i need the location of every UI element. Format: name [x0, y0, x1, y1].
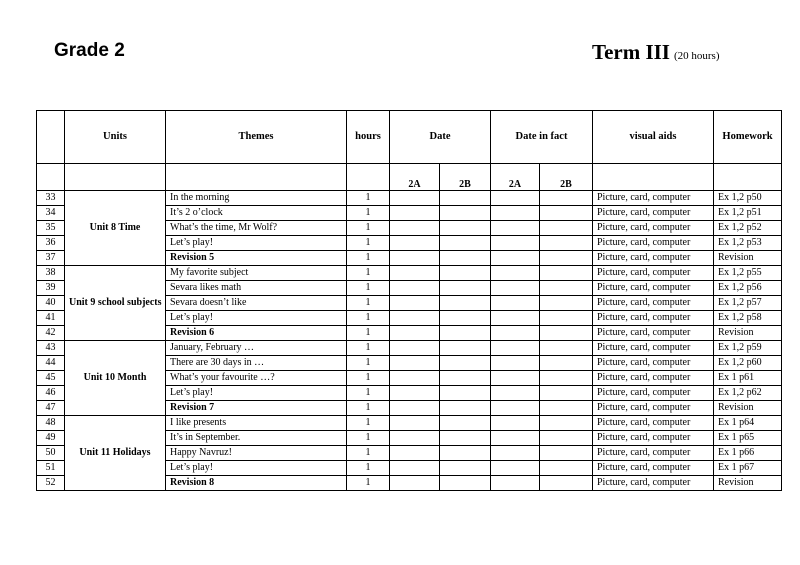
subheader-date-2b: 2B	[440, 164, 491, 191]
visual-aids-cell: Picture, card, computer	[593, 371, 714, 386]
hours-cell: 1	[347, 281, 390, 296]
date-2b-cell	[440, 416, 491, 431]
visual-aids-cell: Picture, card, computer	[593, 296, 714, 311]
visual-aids-cell: Picture, card, computer	[593, 326, 714, 341]
date-2b-cell	[440, 461, 491, 476]
visual-aids-cell: Picture, card, computer	[593, 191, 714, 206]
date-2b-cell	[440, 326, 491, 341]
header-units: Units	[65, 111, 166, 164]
fact-2b-cell	[540, 326, 593, 341]
homework-cell: Ex 1 p65	[714, 431, 782, 446]
lesson-number: 51	[37, 461, 65, 476]
homework-cell: Ex 1 p61	[714, 371, 782, 386]
theme-cell: Let’s play!	[166, 236, 347, 251]
date-2a-cell	[390, 431, 440, 446]
date-2a-cell	[390, 281, 440, 296]
lesson-number: 33	[37, 191, 65, 206]
fact-2b-cell	[540, 221, 593, 236]
fact-2b-cell	[540, 356, 593, 371]
table-body	[37, 191, 782, 491]
lesson-number: 44	[37, 356, 65, 371]
fact-2b-cell	[540, 266, 593, 281]
date-2b-cell	[440, 341, 491, 356]
fact-2a-cell	[491, 431, 540, 446]
fact-2a-cell	[491, 386, 540, 401]
unit-name: Unit 10 Month	[65, 341, 166, 416]
homework-cell: Revision	[714, 401, 782, 416]
fact-2b-cell	[540, 386, 593, 401]
fact-2b-cell	[540, 401, 593, 416]
grade-title: Grade 2	[54, 40, 125, 61]
lesson-number: 52	[37, 476, 65, 491]
visual-aids-cell: Picture, card, computer	[593, 446, 714, 461]
lesson-number: 38	[37, 266, 65, 281]
lesson-number: 45	[37, 371, 65, 386]
date-2a-cell	[390, 341, 440, 356]
theme-cell: Revision 7	[166, 401, 347, 416]
visual-aids-cell: Picture, card, computer	[593, 281, 714, 296]
theme-cell: I like presents	[166, 416, 347, 431]
date-2a-cell	[390, 311, 440, 326]
fact-2a-cell	[491, 356, 540, 371]
fact-2b-cell	[540, 476, 593, 491]
visual-aids-cell: Picture, card, computer	[593, 251, 714, 266]
fact-2a-cell	[491, 326, 540, 341]
date-2b-cell	[440, 311, 491, 326]
theme-cell: Let’s play!	[166, 386, 347, 401]
fact-2a-cell	[491, 416, 540, 431]
hours-cell: 1	[347, 311, 390, 326]
theme-cell: Happy Navruz!	[166, 446, 347, 461]
homework-cell: Ex 1,2 p60	[714, 356, 782, 371]
header-date-in-fact: Date in fact	[491, 111, 593, 164]
subheader-fact-2b: 2B	[540, 164, 593, 191]
subheader-row	[37, 164, 782, 191]
homework-cell: Ex 1,2 p50	[714, 191, 782, 206]
date-2b-cell	[440, 446, 491, 461]
fact-2b-cell	[540, 191, 593, 206]
hours-cell: 1	[347, 326, 390, 341]
date-2b-cell	[440, 371, 491, 386]
hours-cell: 1	[347, 236, 390, 251]
visual-aids-cell: Picture, card, computer	[593, 431, 714, 446]
theme-cell: What’s the time, Mr Wolf?	[166, 221, 347, 236]
theme-cell: January, February …	[166, 341, 347, 356]
hours-cell: 1	[347, 431, 390, 446]
theme-cell: Let’s play!	[166, 311, 347, 326]
fact-2a-cell	[491, 371, 540, 386]
fact-2b-cell	[540, 371, 593, 386]
lesson-number: 47	[37, 401, 65, 416]
visual-aids-cell: Picture, card, computer	[593, 416, 714, 431]
theme-cell: My favorite subject	[166, 266, 347, 281]
date-2a-cell	[390, 251, 440, 266]
date-2a-cell	[390, 356, 440, 371]
date-2b-cell	[440, 266, 491, 281]
date-2a-cell	[390, 206, 440, 221]
hours-cell: 1	[347, 341, 390, 356]
homework-cell: Ex 1 p66	[714, 446, 782, 461]
hours-cell: 1	[347, 401, 390, 416]
fact-2b-cell	[540, 206, 593, 221]
visual-aids-cell: Picture, card, computer	[593, 461, 714, 476]
visual-aids-cell: Picture, card, computer	[593, 386, 714, 401]
date-2a-cell	[390, 326, 440, 341]
homework-cell: Ex 1,2 p59	[714, 341, 782, 356]
fact-2b-cell	[540, 431, 593, 446]
hours-cell: 1	[347, 266, 390, 281]
hours-cell: 1	[347, 446, 390, 461]
visual-aids-cell: Picture, card, computer	[593, 341, 714, 356]
theme-cell: In the morning	[166, 191, 347, 206]
date-2b-cell	[440, 386, 491, 401]
homework-cell: Revision	[714, 476, 782, 491]
header-visual-aids: visual aids	[593, 111, 714, 164]
lesson-number: 40	[37, 296, 65, 311]
header-date: Date	[390, 111, 491, 164]
fact-2a-cell	[491, 476, 540, 491]
fact-2a-cell	[491, 191, 540, 206]
theme-cell: Revision 8	[166, 476, 347, 491]
homework-cell: Revision	[714, 251, 782, 266]
visual-aids-cell: Picture, card, computer	[593, 476, 714, 491]
lesson-number: 35	[37, 221, 65, 236]
header-themes: Themes	[166, 111, 347, 164]
table-row	[37, 416, 782, 431]
theme-cell: Let’s play!	[166, 461, 347, 476]
date-2b-cell	[440, 206, 491, 221]
header-row	[37, 111, 782, 164]
date-2a-cell	[390, 476, 440, 491]
date-2b-cell	[440, 401, 491, 416]
date-2a-cell	[390, 221, 440, 236]
date-2a-cell	[390, 416, 440, 431]
lesson-plan-table	[36, 110, 782, 491]
header-number	[37, 111, 65, 164]
date-2a-cell	[390, 401, 440, 416]
date-2b-cell	[440, 431, 491, 446]
homework-cell: Ex 1,2 p55	[714, 266, 782, 281]
date-2a-cell	[390, 191, 440, 206]
table-row	[37, 191, 782, 206]
date-2b-cell	[440, 356, 491, 371]
date-2b-cell	[440, 296, 491, 311]
visual-aids-cell: Picture, card, computer	[593, 311, 714, 326]
hours-cell: 1	[347, 251, 390, 266]
homework-cell: Ex 1,2 p62	[714, 386, 782, 401]
fact-2a-cell	[491, 206, 540, 221]
homework-cell: Revision	[714, 326, 782, 341]
date-2a-cell	[390, 371, 440, 386]
fact-2b-cell	[540, 461, 593, 476]
date-2a-cell	[390, 461, 440, 476]
term-title	[592, 40, 720, 65]
term-label: Term III	[592, 40, 670, 64]
fact-2b-cell	[540, 296, 593, 311]
fact-2a-cell	[491, 251, 540, 266]
table-row	[37, 266, 782, 281]
fact-2b-cell	[540, 341, 593, 356]
fact-2a-cell	[491, 296, 540, 311]
theme-cell: There are 30 days in …	[166, 356, 347, 371]
visual-aids-cell: Picture, card, computer	[593, 236, 714, 251]
theme-cell: Sevara doesn’t like	[166, 296, 347, 311]
fact-2a-cell	[491, 281, 540, 296]
fact-2a-cell	[491, 446, 540, 461]
header-homework: Homework	[714, 111, 782, 164]
lesson-number: 48	[37, 416, 65, 431]
lesson-number: 37	[37, 251, 65, 266]
hours-cell: 1	[347, 476, 390, 491]
fact-2a-cell	[491, 401, 540, 416]
homework-cell: Ex 1,2 p53	[714, 236, 782, 251]
date-2a-cell	[390, 236, 440, 251]
date-2b-cell	[440, 191, 491, 206]
lesson-number: 46	[37, 386, 65, 401]
homework-cell: Ex 1 p67	[714, 461, 782, 476]
fact-2b-cell	[540, 416, 593, 431]
lesson-number: 34	[37, 206, 65, 221]
hours-cell: 1	[347, 206, 390, 221]
theme-cell: Sevara likes math	[166, 281, 347, 296]
date-2b-cell	[440, 236, 491, 251]
homework-cell: Ex 1,2 p56	[714, 281, 782, 296]
homework-cell: Ex 1 p64	[714, 416, 782, 431]
fact-2b-cell	[540, 446, 593, 461]
table-row	[37, 341, 782, 356]
fact-2b-cell	[540, 281, 593, 296]
unit-name: Unit 9 school subjects	[65, 266, 166, 341]
fact-2a-cell	[491, 221, 540, 236]
visual-aids-cell: Picture, card, computer	[593, 401, 714, 416]
homework-cell: Ex 1,2 p52	[714, 221, 782, 236]
fact-2a-cell	[491, 236, 540, 251]
theme-cell: It’s 2 o’clock	[166, 206, 347, 221]
lesson-number: 36	[37, 236, 65, 251]
visual-aids-cell: Picture, card, computer	[593, 206, 714, 221]
date-2a-cell	[390, 386, 440, 401]
hours-cell: 1	[347, 416, 390, 431]
visual-aids-cell: Picture, card, computer	[593, 221, 714, 236]
date-2b-cell	[440, 251, 491, 266]
theme-cell: Revision 6	[166, 326, 347, 341]
hours-cell: 1	[347, 461, 390, 476]
fact-2a-cell	[491, 266, 540, 281]
visual-aids-cell: Picture, card, computer	[593, 266, 714, 281]
homework-cell: Ex 1,2 p51	[714, 206, 782, 221]
date-2b-cell	[440, 221, 491, 236]
fact-2b-cell	[540, 236, 593, 251]
theme-cell: It’s in September.	[166, 431, 347, 446]
subheader-fact-2a: 2A	[491, 164, 540, 191]
fact-2a-cell	[491, 311, 540, 326]
date-2b-cell	[440, 281, 491, 296]
term-hours: (20 hours)	[673, 50, 720, 62]
subheader-date-2a: 2A	[390, 164, 440, 191]
unit-name: Unit 11 Holidays	[65, 416, 166, 491]
lesson-number: 50	[37, 446, 65, 461]
hours-cell: 1	[347, 386, 390, 401]
date-2a-cell	[390, 296, 440, 311]
hours-cell: 1	[347, 191, 390, 206]
unit-name: Unit 8 Time	[65, 191, 166, 266]
header-hours: hours	[347, 111, 390, 164]
hours-cell: 1	[347, 221, 390, 236]
lesson-number: 42	[37, 326, 65, 341]
lesson-number: 49	[37, 431, 65, 446]
fact-2b-cell	[540, 311, 593, 326]
visual-aids-cell: Picture, card, computer	[593, 356, 714, 371]
fact-2a-cell	[491, 341, 540, 356]
date-2b-cell	[440, 476, 491, 491]
hours-cell: 1	[347, 296, 390, 311]
lesson-number: 39	[37, 281, 65, 296]
homework-cell: Ex 1,2 p58	[714, 311, 782, 326]
hours-cell: 1	[347, 371, 390, 386]
lesson-number: 43	[37, 341, 65, 356]
date-2a-cell	[390, 266, 440, 281]
theme-cell: Revision 5	[166, 251, 347, 266]
date-2a-cell	[390, 446, 440, 461]
fact-2b-cell	[540, 251, 593, 266]
fact-2a-cell	[491, 461, 540, 476]
hours-cell: 1	[347, 356, 390, 371]
theme-cell: What’s your favourite …?	[166, 371, 347, 386]
homework-cell: Ex 1,2 p57	[714, 296, 782, 311]
lesson-number: 41	[37, 311, 65, 326]
